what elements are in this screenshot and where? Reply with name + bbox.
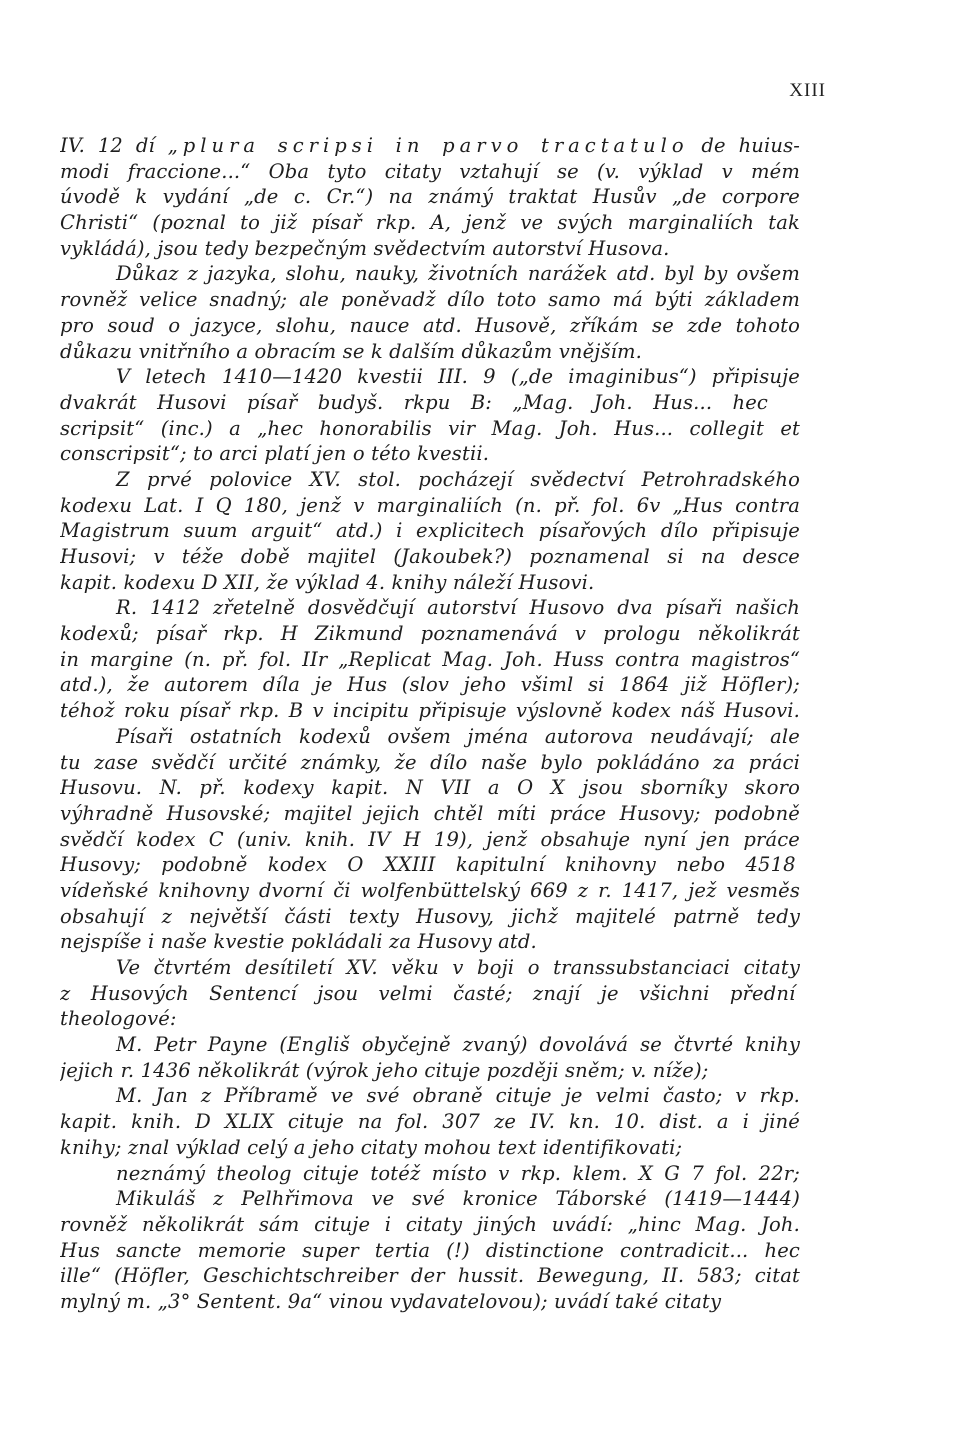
- text-line: pro soud o jazyce, slohu, nauce atd. Husově, zříkám se zde tohoto: [60, 313, 800, 337]
- text-line: svědčí kodex C (univ. knih. IV H 19), jenž obsahuje nyní jen práce: [60, 827, 800, 851]
- text-line: Husovy; podobně kodex O XXIII kapitulní knihovny nebo 4518: [60, 853, 796, 877]
- text-line: jejich r. 1436 několikrát (výrok jeho cituje později sněm; v. níže);: [60, 1058, 709, 1082]
- text-line: Husovu. N. př. kodexy kapit. N VII a O X jsou sborníky skoro: [60, 776, 800, 800]
- text-line: kapit. kodexu D XII, že výklad 4. knihy náleží Husovi.: [60, 570, 595, 594]
- text-line: theologové:: [60, 1007, 177, 1031]
- text-line: výhradně Husovské; majitel jejich chtěl míti práce Husovy; podobně: [60, 801, 800, 825]
- text-line: in margine (n. př. fol. IIr „Replicat Mag. Joh. Huss contra magistros“: [60, 647, 800, 671]
- text-line: vídeňské knihovny dvorní či wolfenbüttelský 669 z r. 1417, jež vesměs: [60, 878, 800, 902]
- spaced-quote: „plura scripsi in parvo tractatulo: [167, 134, 689, 157]
- text-line: Husovi; v téže době majitel (Jakoubek?) poznamenal si na desce: [60, 545, 800, 568]
- text-line: M. Jan z Příbramě ve své obraně cituje je velmi často; v rkp.: [116, 1084, 800, 1108]
- text-line: Hus sancte memorie super tertia (!) distinctione contradicit... hec: [60, 1238, 800, 1262]
- text-line: M. Petr Payne (Engliš obyčejně zvaný) dovolává se čtvrté knihy: [116, 1033, 800, 1057]
- text-line: obsahují z největší části texty Husovy, jichž majitelé patrně tedy: [60, 904, 800, 928]
- text-line: mylný m. „3° Sentent. 9a“ vinou vydavatelovou); uvádí také citaty: [60, 1289, 722, 1313]
- text-line: dvakrát Husovi písař budyš. rkpu B: „Mag. Joh. Hus... hec: [60, 390, 769, 414]
- text-line: Christi“ (poznal to již písař rkp. A, jenž ve svých marginaliích tak: [60, 211, 800, 235]
- text-line: Písaři ostatních kodexů ovšem jména autorova neudávají; ale: [116, 724, 800, 748]
- text-line: Důkaz z jazyka, slohu, nauky, životních narážek atd. byl by ovšem: [116, 262, 800, 286]
- text-line: V letech 1410—1420 kvestii III. 9 („de imaginibus“) připisuje: [116, 365, 800, 389]
- text-line: Mikuláš z Pelhřimova ve své kronice Táborské (1419—1444): [116, 1187, 800, 1211]
- text-line: conscripsit“; to arci platí jen o této kvestii.: [60, 442, 490, 466]
- text-line: knihy; znal výklad celý a jeho citaty mohou text identifikovati;: [60, 1135, 683, 1159]
- text-line: úvodě k vydání „de c. Cr.“) na známý traktat Husův „de corpore: [60, 185, 800, 209]
- text-line: kodexu Lat. I Q 180, jenž v marginaliích (n. př. fol. 6v „Hus contra: [60, 493, 800, 517]
- text-line: rovněž velice snadný; ale poněvadž dílo toto samo má býti základem: [60, 288, 800, 312]
- text-line: vykládá), jsou tedy bezpečným svědectvím autorství Husova.: [60, 236, 670, 260]
- text-line: z Husových Sentencí jsou velmi časté; znají je všichni přední: [60, 981, 796, 1005]
- text-line: Ve čtvrtém desítiletí XV. věku v boji o transsubstanciaci citaty: [116, 956, 800, 979]
- text-line: R. 1412 zřetelně dosvědčují autorství Husovo dva písaři našich: [116, 596, 800, 620]
- text-line: Magistrum suum arguit“ atd.) i explicitech písařových dílo připisuje: [60, 519, 800, 543]
- text-line: scripsit“ (inc.) a „hec honorabilis vir Mag. Joh. Hus... collegit et: [60, 416, 800, 440]
- text-line: nejspíše i naše kvestie pokládali za Husovy atd.: [60, 930, 537, 954]
- text-line: rovněž několikrát sám cituje i citaty jiných uvádí: „hinc Mag. Joh.: [60, 1212, 800, 1236]
- text-line: důkazu vnitřního a obracím se k dalším důkazům vnějším.: [60, 339, 643, 363]
- text-line: tu zase svědčí určité známky, že dílo naše bylo pokládáno za práci: [60, 750, 800, 774]
- text-line: atd.), že autorem díla je Hus (slov jeho všiml si 1864 již Höfler);: [60, 673, 800, 697]
- text-line: kodexů; písař rkp. H Zikmund poznamenává v prologu několikrát: [60, 622, 800, 646]
- text-line: neznámý theolog cituje totéž místo v rkp. klem. X G 7 fol. 22r;: [116, 1161, 800, 1185]
- text-line: kapit. knih. D XLIX cituje na fol. 307 ze IV. kn. 10. dist. a i jiné: [60, 1110, 800, 1134]
- text-line: ille“ (Höfler, Geschichtschreiber der hussit. Bewegung, II. 583; citat: [60, 1264, 800, 1288]
- page-number: XIII: [789, 80, 826, 101]
- body-text: [60, 133, 800, 1315]
- text-line: IV. 12 dí „plura scripsi in parvo tractatulo de huius-: [60, 134, 800, 157]
- text-line: modi fraccione...“ Oba tyto citaty vztahují se (v. výklad v mém: [60, 159, 800, 183]
- text-line: Z prvé polovice XV. stol. pocházejí svědectví Petrohradského: [116, 467, 800, 491]
- text-line: téhož roku písař rkp. B v incipitu připisuje výslovně kodex náš Husovi.: [60, 699, 800, 723]
